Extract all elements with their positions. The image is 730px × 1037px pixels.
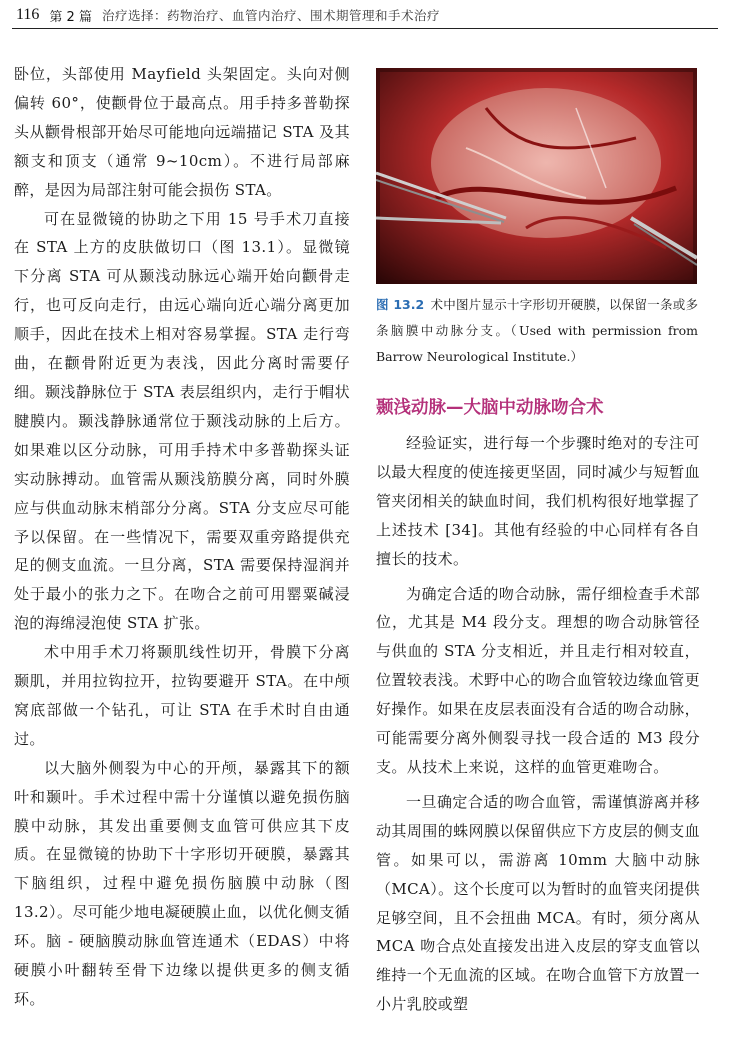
right-column [370,60,700,1019]
page-number: 116 [16,6,40,23]
chapter-label: 第 2 篇 [49,9,92,25]
section-heading: 颞浅动脉—大脑中动脉吻合术 [376,398,604,418]
body-paragraph: 卧位，头部使用 Mayfield 头架固定。头向对侧偏转 60°，使颧骨位于最高点。用手持多普勒探头从颧骨根部开始尽可能地向远端描记 STA 及其额支和顶支（通常 9~10cm）。不进行局部麻醉，是因为局部注射可能会损伤 STA。 [14,65,350,199]
figure-label: 图 13.2 [376,297,425,312]
body-paragraph: 可在显微镜的协助之下用 15 号手术刀直接在 STA 上方的皮肤做切口（图 13.1）。显微镜下分离 STA 可从颞浅动脉远心端开始向颧骨走行，也可反向走行，由远心端向近心端分离更加顺手，因此在技术上相对容易掌握。STA 走行弯曲，在颧骨附近更为表浅，因此分离时需要仔细。颞浅静脉位于 STA 表层组织内，走行于帽状腱膜内。颞浅静脉通常位于颞浅动脉的上后方。如果难以区分动脉，可用手持术中多普勒探头证实动脉搏动。血管需从颞浅筋膜分离，同时外膜应与供血动脉末梢部分分离。STA 分支应尽可能予以保留。在一些情况下，需要双重旁路提供充足的侧支血流。一旦分离，STA 需要保持湿润并处于最小的张力之下。在吻合之前可用罂粟碱浸泡的海绵浸泡使 STA 扩张。 [14,209,350,633]
body-paragraph: 以大脑外侧裂为中心的开颅，暴露其下的额叶和颞叶。手术过程中需十分谨慎以避免损伤脑膜中动脉，其发出重要侧支血管可供应其下皮质。在显微镜的协助下十字形切开硬膜，暴露其下脑组织，过程中避免损伤脑膜中动脉（图 13.2）。尽可能少地电凝硬膜止血，以优化侧支循环。脑 - 硬脑膜动脉血管连通术（EDAS）中将硬膜小叶翻转至骨下边缘以提供更多的侧支循环。 [14,758,350,1008]
page-header [16,2,716,28]
running-title: 治疗选择：药物治疗、血管内治疗、围术期管理和手术治疗 [101,8,440,23]
figure-caption [376,292,698,370]
body-paragraph: 为确定合适的吻合动脉，需仔细检查手术部位，尤其是 M4 段分支。理想的吻合动脉管径与供血的 STA 分支相近，并且走行相对较直，位置较表浅。术野中心的吻合血管较边缘血管更好操作。如果在皮层表面没有合适的吻合动脉，可能需要分离外侧裂寻找一段合适的 M3 段分支。从技术上来说，这样的血管更难吻合。 [376,584,700,776]
body-paragraph: 一旦确定合适的吻合血管，需谨慎游离并移动其周围的蛛网膜以保留供应下方皮层的侧支血管。如果可以，需游离 10mm 大脑中动脉（MCA）。这个长度可以为暂时的血管夹闭提供足够空间，且不会扭曲 MCA。有时，须分离从 MCA 吻合点处直接发出进入皮层的穿支血管以维持一个无血流的区域。在吻合血管下方放置一小片乳胶或塑 [376,792,700,1014]
surgical-photo [376,68,697,284]
left-column [14,60,350,1014]
body-paragraph: 经验证实，进行每一个步骤时绝对的专注可以最大程度的使连接更坚固，同时减少与短暂血管夹闭相关的缺血时间，我们机构很好地掌握了上述技术 [34]。其他有经验的中心同样有各自擅长的技术。 [376,434,700,568]
body-paragraph: 术中用手术刀将颞肌线性切开，骨膜下分离颞肌，并用拉钩拉开，拉钩要避开 STA。在中颅窝底部做一个钻孔，可让 STA 在手术时自由通过。 [14,643,350,748]
figure-caption-text: 术中图片显示十字形切开硬膜，以保留一条或多条脑膜中动脉分支。（Used with permission from Barrow Neurological Institute.） [376,297,698,364]
header-divider [12,28,718,29]
